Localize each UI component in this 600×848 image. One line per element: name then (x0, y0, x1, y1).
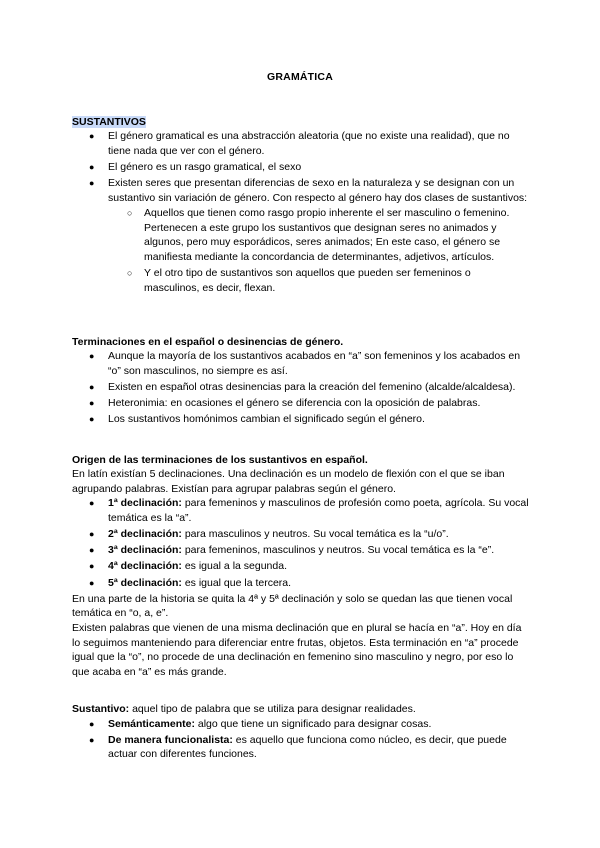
bullet-icon: ● (89, 498, 95, 509)
bullet-list (72, 129, 528, 295)
list-item: ● Los sustantivos homónimos cambian el significado según el género. (89, 413, 425, 426)
bullet-list (72, 717, 528, 762)
section-terminaciones (72, 335, 528, 428)
bullet-icon: ● (89, 351, 95, 361)
sub-list-item: ○ Aquellos que tienen como rasgo propio inherente el ser masculino o femenino. Pertenecen a este grupo los sustantivos que designan seres no animados y algunos, pero muy esporádicos, seres animados; En este caso, el género se manifiesta mediante la concordancia de determinantes, adjetivos, artículos. (127, 207, 510, 263)
bullet-icon: ● (89, 718, 95, 729)
bullet-icon: ● (89, 545, 95, 556)
section-heading: Terminaciones en el español o desinencias de género. (72, 336, 344, 348)
paragraph: En una parte de la historia se quita la 4ª y 5ª declinación y solo se quedan las que tienen vocal temática en “o, a, e”. (72, 592, 513, 620)
list-item: ● 1ª declinación: para femeninos y masculinos de profesión como poeta, agrícola. Su vocal temática es la “a”. (89, 497, 529, 524)
definition-paragraph: Sustantivo: aquel tipo de palabra que se utiliza para designar realidades. (72, 703, 416, 715)
declinaciones-list (72, 496, 530, 590)
list-item: ● Existen en español otras desinencias para la creación del femenino (alcalde/alcaldesa). (89, 380, 516, 393)
bullet-icon: ● (89, 561, 95, 572)
section-heading: SUSTANTIVOS (72, 116, 146, 128)
list-item: ● 4ª declinación: es igual a la segunda. (89, 560, 287, 573)
list-item: ● Aunque la mayoría de los sustantivos acabados en “a” son femeninos y los acabados en “o” son masculinos, no siempre es así. (89, 350, 521, 377)
sub-bullet-list (108, 206, 528, 295)
bullet-icon: ● (89, 397, 95, 408)
hollow-bullet-icon: ○ (127, 208, 133, 219)
section-origen (72, 453, 530, 679)
page-title: GRAMÁTICA (267, 71, 333, 83)
bullet-list (72, 349, 528, 427)
bullet-icon: ● (89, 414, 95, 425)
bullet-icon: ● (89, 528, 95, 539)
list-item: ● 2ª declinación: para masculinos y neutros. Su vocal temática es la “u/o”. (89, 527, 449, 540)
section-sustantivo-definicion (72, 702, 528, 764)
section-heading: Origen de las terminaciones de los sustantivos en español. (72, 454, 368, 466)
bullet-icon: ● (89, 734, 95, 745)
list-item: ● Existen seres que presentan diferencias de sexo en la naturaleza y se designan con un sustantivo sin variación de género. Con respecto al género hay dos clases de sustantivos: ○ Aquellos que tienen como rasgo propio inherente el ser masculino o femenino. Pertenecen a este grupo los sustantivos que designan seres no animados y algunos, pero muy esporádicos, seres animados; En este caso, el género se manifiesta mediante la concordancia de determinantes, adjetivos, artículos. ○ Y el otro tipo de sustantivos son aquellos que pueden ser femeninos o masculinos, es decir, flexan. (89, 176, 528, 294)
list-item: ● 3ª declinación: para femeninos, masculinos y neutros. Su vocal temática es la “e”. (89, 544, 495, 557)
bullet-icon: ● (89, 577, 95, 588)
paragraph: Existen palabras que vienen de una misma declinación que en plural se hacía en “a”. Hoy en día lo seguimos manteniendo para diferenciar entre frutas, objetos. Esta terminación en “a” procede igual que la “o”, no procede de una declinación en femenino sino masculino y negro, por eso lo que acaba en “a” es más grande. (72, 621, 522, 678)
list-item: ● De manera funcionalista: es aquello que funciona como núcleo, es decir, que puede actuar con diferentes funciones. (89, 733, 507, 761)
bullet-icon: ● (89, 161, 95, 172)
list-item: ● Heteronimia: en ocasiones el género se diferencia con la oposición de palabras. (89, 396, 481, 409)
bullet-icon: ● (89, 131, 95, 141)
list-item: ● El género es un rasgo gramatical, el sexo (89, 160, 302, 173)
list-item: ● 5ª declinación: es igual que la tercera. (89, 576, 292, 589)
hollow-bullet-icon: ○ (127, 268, 133, 279)
sub-list-item: ○ Y el otro tipo de sustantivos son aquellos que pueden ser femeninos o masculinos, es decir, flexan. (127, 267, 471, 294)
paragraph-intro: En latín existían 5 declinaciones. Una declinación es un modelo de flexión con el que se iban agrupando palabras. Existían para agrupar palabras según el género. (72, 468, 505, 495)
list-item: ● El género gramatical es una abstracción aleatoria (que no existe una realidad), que no tiene nada que ver con el género. (89, 130, 510, 157)
section-sustantivos (72, 115, 528, 297)
bullet-icon: ● (89, 177, 95, 188)
bullet-icon: ● (89, 381, 95, 392)
list-item: ● Semánticamente: algo que tiene un significado para designar cosas. (89, 717, 432, 730)
